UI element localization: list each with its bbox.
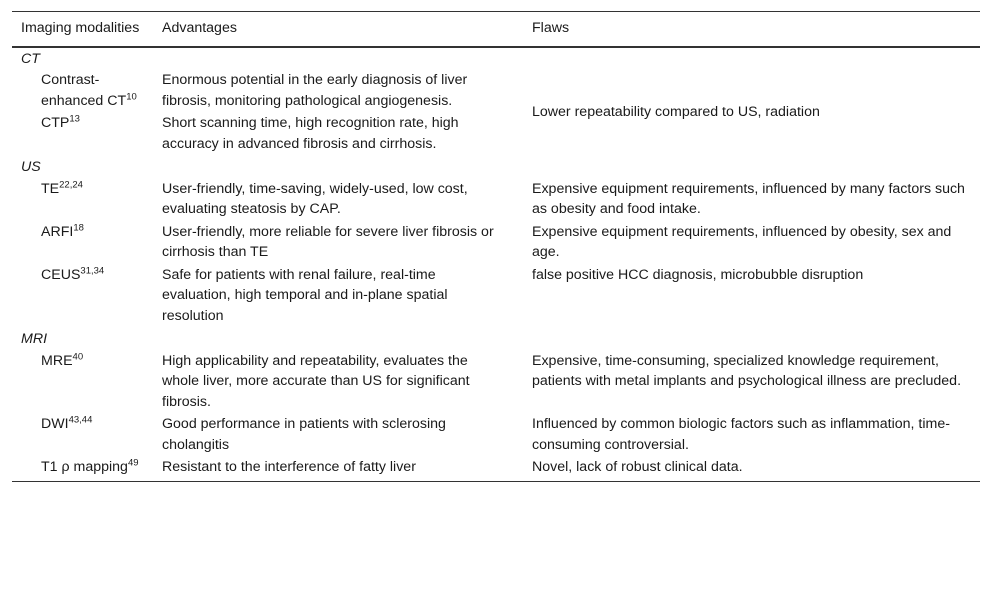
flaws-cell: Expensive equipment requirements, influenced by obesity, sex and age. [532,223,952,260]
advantages-cell: Short scanning time, high recognition rate, high accuracy in advanced fibrosis and cirrhosis. [162,115,459,152]
advantages-cell: Resistant to the interference of fatty liver [162,459,416,475]
advantages-cell: Safe for patients with renal failure, real-time evaluation, high temporal and in-plane spatial resolution [162,266,448,324]
table-row [12,414,980,457]
advantages-cell: User-friendly, time-saving, widely-used, low cost, evaluating steatosis by CAP. [162,180,468,217]
reference: 18 [73,221,84,233]
group-row-us [12,156,980,179]
flaws-cell: Novel, lack of robust clinical data. [532,459,743,475]
reference: 49 [127,457,139,469]
reference: 31,34 [80,264,105,276]
advantages-cell: High applicability and repeatability, evaluates the whole liver, more accurate than US for significant fibrosis. [162,352,470,410]
modality-label: Contrast-enhanced CT [41,72,127,109]
group-label-us: US [21,159,41,175]
modality-label: MRE [41,352,73,369]
modality-label: ARFI [41,223,74,240]
flaws-cell: Influenced by common biologic factors such as inflammation, time-consuming controversial. [532,416,950,453]
modality-name [12,351,162,415]
modality-label: TE [41,180,60,197]
table-row [12,222,980,265]
modality-name [12,265,162,329]
table-row [12,70,980,113]
imaging-modalities-table [12,11,980,482]
reference: 10 [126,90,137,102]
group-row-ct [12,47,980,71]
group-row-mri [12,328,980,351]
group-label-mri: MRI [21,331,48,347]
group-label-ct: CT [21,50,40,67]
flaws-cell-shared: Lower repeatability compared to US, radiation [532,103,820,120]
modality-label: CTP [41,115,70,131]
table-row [12,351,980,415]
modality-label: T1 ρ mapping [41,459,128,475]
advantages-cell: Good performance in patients with sclerosing cholangitis [162,416,446,453]
reference: 43,44 [68,414,93,426]
modality-name [12,70,162,113]
modality-name [12,414,162,457]
flaws-cell: Expensive, time-consuming, specialized knowledge requirement, patients with metal implants and psychological illness are precluded. [532,352,962,389]
table-row [12,179,980,222]
header-advantages: Advantages [162,20,237,36]
table-row [12,265,980,329]
advantages-cell: User-friendly, more reliable for severe liver fibrosis or cirrhosis than TE [162,223,494,260]
modality-name [12,457,162,481]
flaws-cell: Expensive equipment requirements, influenced by many factors such as obesity and food intake. [532,180,965,217]
header-flaws: Flaws [532,20,570,36]
flaws-cell: false positive HCC diagnosis, microbubble disruption [532,266,864,283]
reference: 22,24 [59,178,83,190]
modality-name [12,179,162,222]
advantages-cell: Enormous potential in the early diagnosis of liver fibrosis, monitoring pathological angiogenesis. [162,72,468,109]
modality-label: CEUS [41,266,81,283]
header-row [12,12,980,47]
modality-label: DWI [41,416,69,432]
modality-name [12,222,162,265]
reference: 13 [69,113,80,125]
reference: 40 [72,350,84,362]
table-row [12,457,980,481]
modality-name [12,113,162,156]
header-imaging-modalities: Imaging modalities [21,20,140,36]
table-header [12,12,980,47]
table-body [12,47,980,482]
